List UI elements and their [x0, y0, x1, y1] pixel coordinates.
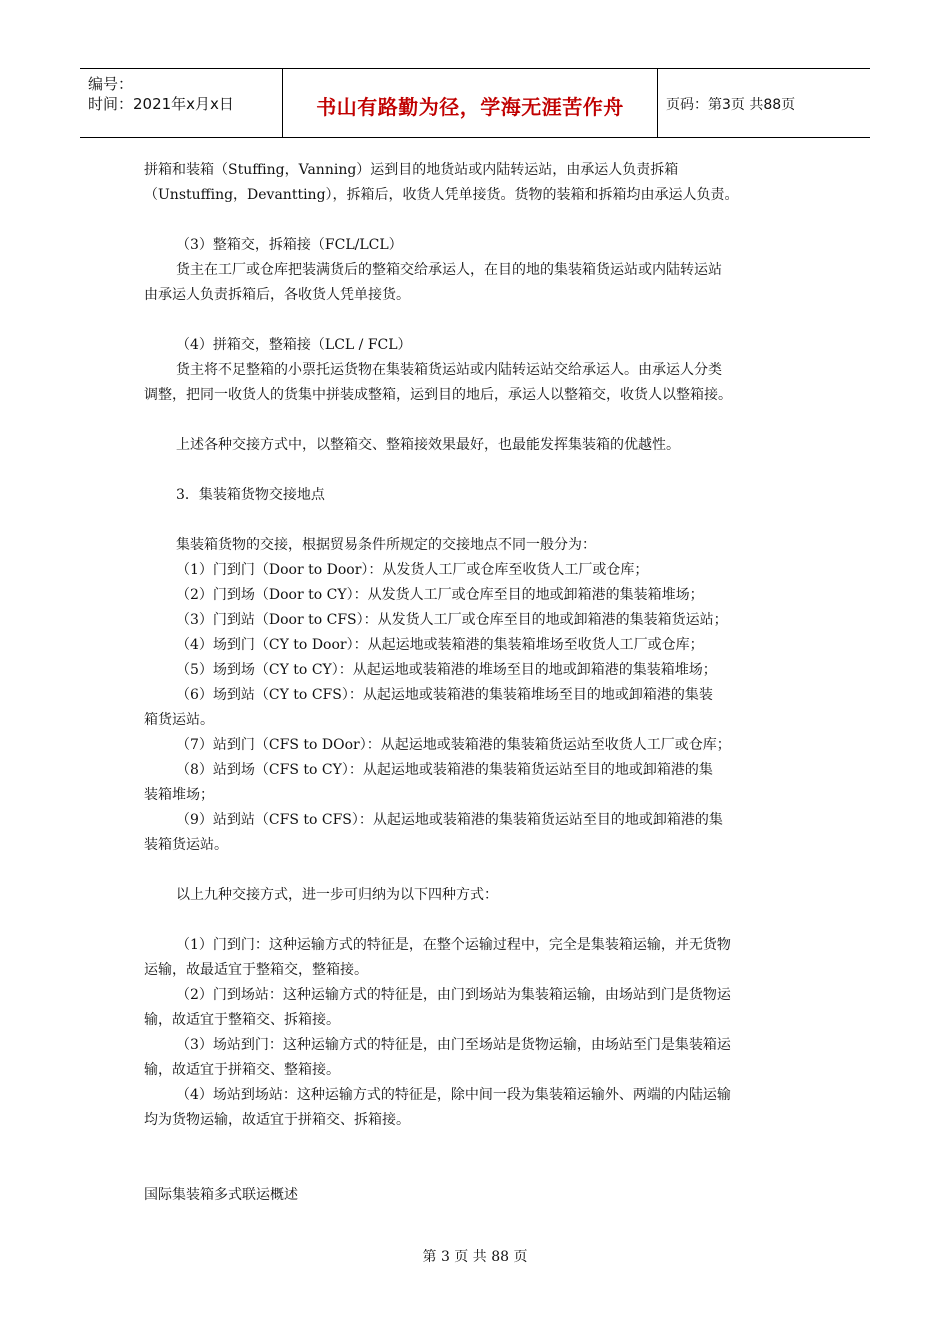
- header-motto: 书山有路勤为径，学海无涯苦作舟: [316, 95, 624, 119]
- list-item-continuation: 输，故适宜于拼箱交、整箱接。: [144, 1062, 340, 1078]
- list-item: （4）场到门（CY to Door）：从起运地或装箱港的集装箱堆场至收货人工厂或仓库；: [176, 637, 704, 653]
- list-item: （5）场到场（CY to CY）：从起运地或装箱港的堆场至目的地或卸箱港的集装箱堆场；: [176, 662, 717, 678]
- list-item-continuation: 运输，故最适宜于整箱交，整箱接。: [144, 962, 368, 978]
- document-number-label: 编号：: [88, 75, 134, 93]
- body-line: 货主在工厂或仓库把装满货后的整箱交给承运人，在目的地的集装箱货运站或内陆转运站: [176, 262, 722, 278]
- list-item-continuation: 装箱货运站。: [144, 837, 228, 853]
- list-item: （3）门到站（Door to CFS）：从发货人工厂或仓库至目的地或卸箱港的集装箱货运站；: [176, 612, 728, 628]
- list-item: （2）门到场站：这种运输方式的特征是，由门到场站为集装箱运输，由场站到门是货物运: [176, 987, 731, 1003]
- list-item-continuation: 均为货物运输，故适宜于拼箱交、拆箱接。: [144, 1112, 410, 1128]
- body-line: 货主将不足整箱的小票托运货物在集装箱货运站或内陆转运站交给承运人。由承运人分类: [176, 362, 722, 378]
- body-line: 以上九种交接方式，进一步可归纳为以下四种方式：: [176, 887, 498, 903]
- section-heading: （3）整箱交，拆箱接（FCL/LCL）: [176, 237, 403, 253]
- document-time-label: 时间：2021年x月x日: [88, 95, 234, 113]
- section-heading: （4）拼箱交，整箱接（LCL / FCL）: [176, 337, 412, 353]
- body-line: 上述各种交接方式中，以整箱交、整箱接效果最好，也最能发挥集装箱的优越性。: [176, 437, 680, 453]
- page-header: [80, 68, 870, 138]
- body-line: （Unstuffing，Devantting），拆箱后，收货人凭单接货。货物的装箱和拆箱均由承运人负责。: [144, 187, 739, 203]
- header-meta-cell: [80, 69, 283, 137]
- list-item-continuation: 输，故适宜于整箱交、拆箱接。: [144, 1012, 340, 1028]
- list-item: （3）场站到门：这种运输方式的特征是，由门至场站是货物运输，由场站至门是集装箱运: [176, 1037, 731, 1053]
- list-item: （4）场站到场站：这种运输方式的特征是，除中间一段为集装箱运输外、两端的内陆运输: [176, 1087, 731, 1103]
- list-item: （9）站到站（CFS to CFS）：从起运地或装箱港的集装箱货运站至目的地或卸箱港的集: [176, 812, 723, 828]
- body-line: 调整，把同一收货人的货集中拼装成整箱，运到目的地后，承运人以整箱交，收货人以整箱接。: [144, 387, 732, 403]
- list-item-continuation: 装箱堆场；: [144, 787, 214, 803]
- header-motto-cell: [283, 69, 658, 137]
- section-heading: 3．集装箱货物交接地点: [176, 487, 325, 503]
- list-item: （8）站到场（CFS to CY）：从起运地或装箱港的集装箱货运站至目的地或卸箱港的集: [176, 762, 713, 778]
- header-page-info: 页码：第3页 共88页: [666, 97, 796, 113]
- header-page-cell: [658, 69, 870, 137]
- list-item: （1）门到门：这种运输方式的特征是，在整个运输过程中，完全是集装箱运输，并无货物: [176, 937, 731, 953]
- list-item: （1）门到门（Door to Door）：从发货人工厂或仓库至收货人工厂或仓库；: [176, 562, 649, 578]
- list-item: （7）站到门（CFS to DOor）：从起运地或装箱港的集装箱货运站至收货人工厂或仓库；: [176, 737, 731, 753]
- body-line: 拼箱和装箱（Stuffing，Vanning）运到目的地货站或内陆转运站，由承运人负责拆箱: [144, 162, 679, 178]
- list-item: （2）门到场（Door to CY）：从发货人工厂或仓库至目的地或卸箱港的集装箱堆场；: [176, 587, 704, 603]
- body-line: 集装箱货物的交接，根据贸易条件所规定的交接地点不同一般分为：: [176, 537, 596, 553]
- page-footer: 第 3 页 共 88 页: [422, 1249, 528, 1265]
- section-title: 国际集装箱多式联运概述: [144, 1187, 298, 1203]
- list-item: （6）场到站（CY to CFS）：从起运地或装箱港的集装箱堆场至目的地或卸箱港的集装: [176, 687, 713, 703]
- body-line: 由承运人负责拆箱后，各收货人凭单接货。: [144, 287, 410, 303]
- list-item-continuation: 箱货运站。: [144, 712, 214, 728]
